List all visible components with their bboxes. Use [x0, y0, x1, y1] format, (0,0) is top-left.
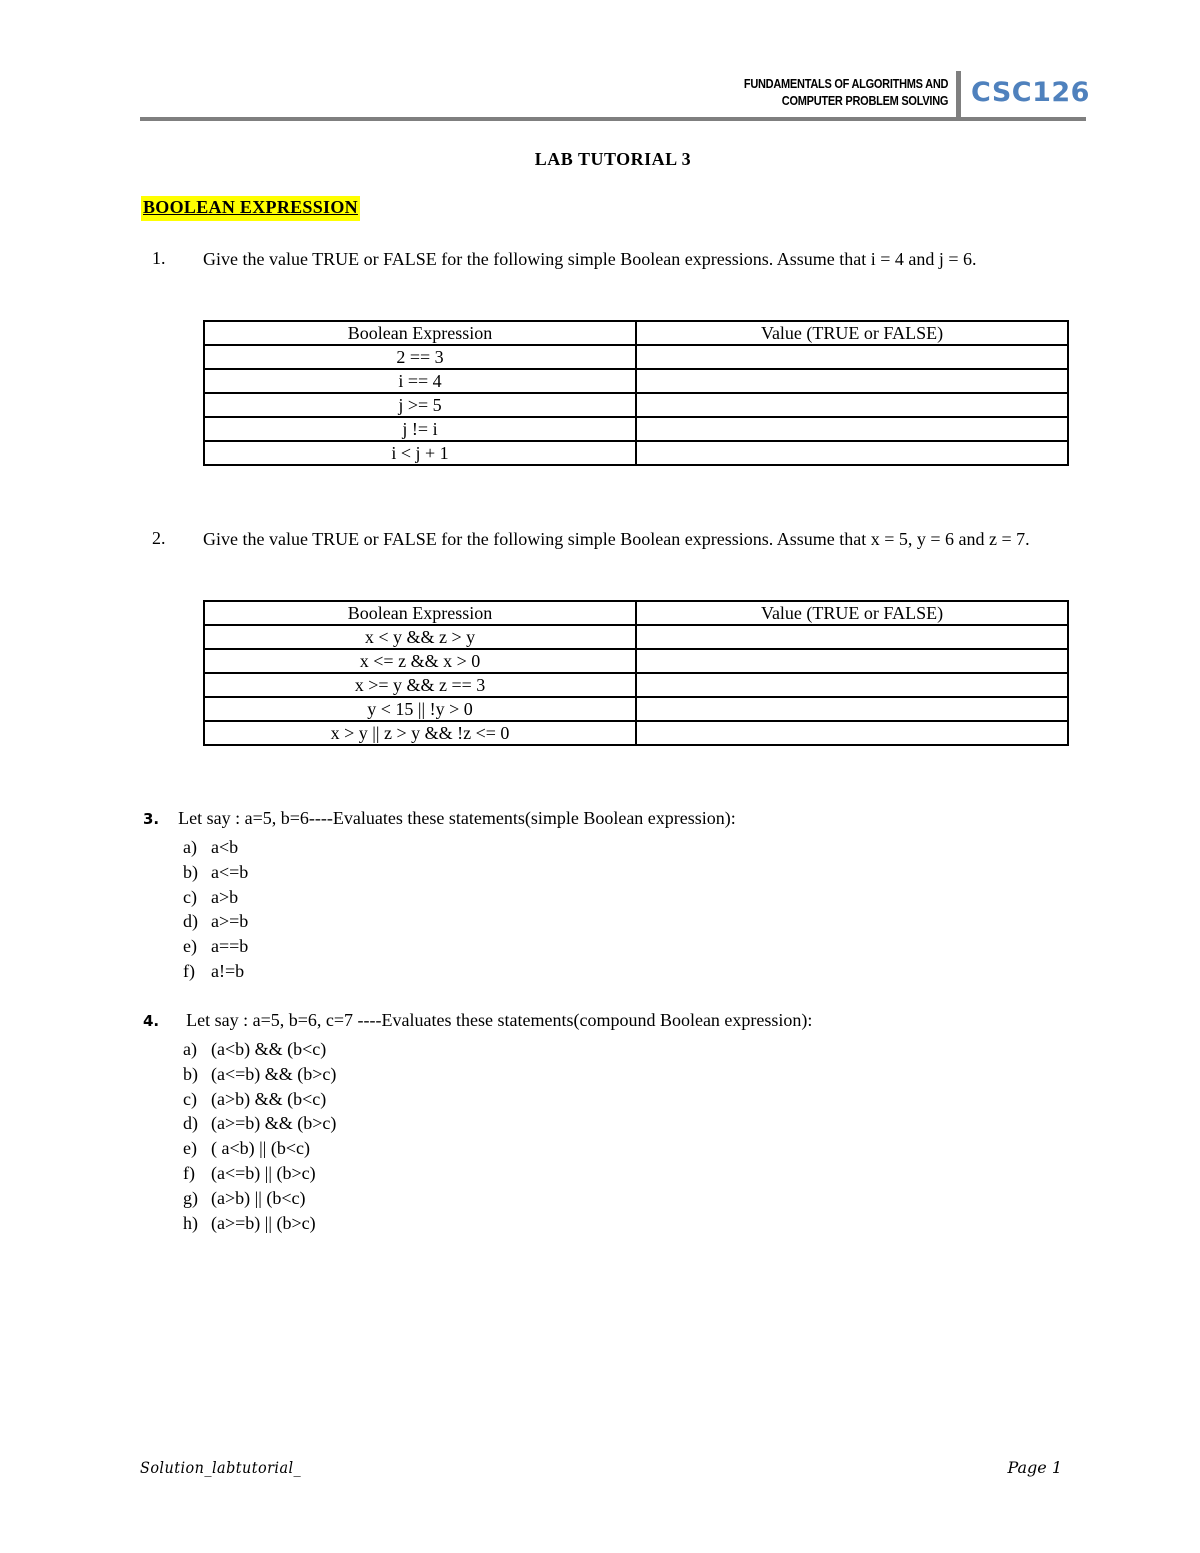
item-letter: g) [183, 1187, 198, 1208]
item-letter: d) [183, 911, 198, 932]
list-item [183, 1211, 336, 1236]
table-row [204, 649, 1068, 673]
course-code: CSC126 [971, 77, 1090, 108]
item-expression: (a<b) && (b<c) [211, 1039, 327, 1059]
header-rule [140, 117, 1086, 121]
q4-number: 4. [143, 1012, 160, 1030]
item-expression: a>=b [211, 911, 249, 932]
list-item [183, 1136, 336, 1161]
list-item [183, 1062, 336, 1087]
item-expression: a>b [211, 886, 239, 907]
answer-cell[interactable] [636, 697, 1068, 721]
table-row [204, 673, 1068, 697]
item-letter: e) [183, 1138, 197, 1159]
table-row [204, 345, 1068, 369]
q2-table [203, 600, 1069, 746]
expression-cell: x < y && z > y [204, 625, 636, 649]
table-row [204, 393, 1068, 417]
answer-cell[interactable] [636, 393, 1068, 417]
item-letter: d) [183, 1113, 198, 1134]
course-title-line1: FUNDAMENTALS OF ALGORITHMS AND [743, 77, 948, 91]
table-header-row [204, 321, 1068, 345]
q2-text: Give the value TRUE or FALSE for the following simple Boolean expressions. Assume that x = 5, y = 6 and z = 7. [203, 529, 1030, 549]
table-header-expression: Boolean Expression [204, 321, 636, 345]
q2-number: 2. [152, 528, 166, 548]
list-item [183, 885, 248, 910]
answer-cell[interactable] [636, 721, 1068, 745]
q3-list [183, 835, 248, 984]
item-expression: a<=b [211, 861, 249, 882]
q1-number: 1. [152, 248, 166, 268]
expression-cell: y < 15 || !y > 0 [204, 697, 636, 721]
expression-cell: x >= y && z == 3 [204, 673, 636, 697]
footer-page-number: Page 1 [1007, 1458, 1062, 1477]
item-expression: a<b [211, 837, 239, 857]
header-divider [956, 71, 961, 118]
list-item [183, 860, 248, 885]
q3-heading [143, 808, 736, 829]
course-title [744, 76, 948, 110]
q1-table [203, 320, 1069, 466]
answer-cell[interactable] [636, 441, 1068, 465]
section-heading: BOOLEAN EXPRESSION [141, 196, 360, 221]
q1-text: Give the value TRUE or FALSE for the following simple Boolean expressions. Assume that i = 4 and j = 6. [203, 249, 977, 269]
list-item [183, 1161, 336, 1186]
item-expression: ( a<b) || (b<c) [211, 1138, 310, 1159]
list-item [183, 835, 248, 860]
answer-cell[interactable] [636, 369, 1068, 393]
item-letter: c) [183, 886, 197, 907]
table-row [204, 417, 1068, 441]
item-expression: a!=b [211, 960, 245, 981]
answer-cell[interactable] [636, 649, 1068, 673]
answer-cell[interactable] [636, 345, 1068, 369]
answer-cell[interactable] [636, 625, 1068, 649]
item-letter: b) [183, 1063, 198, 1084]
answer-cell[interactable] [636, 417, 1068, 441]
item-expression: (a>b) || (b<c) [211, 1187, 306, 1208]
q4-heading [143, 1010, 812, 1031]
item-letter: f) [183, 1162, 195, 1183]
answer-cell[interactable] [636, 673, 1068, 697]
table-row [204, 369, 1068, 393]
item-letter: b) [183, 861, 198, 882]
course-title-line2: COMPUTER PROBLEM SOLVING [781, 94, 948, 108]
table-row [204, 721, 1068, 745]
item-letter: a) [183, 1039, 197, 1059]
item-letter: c) [183, 1088, 197, 1109]
item-letter: f) [183, 960, 195, 981]
table-row [204, 625, 1068, 649]
table-row [204, 441, 1068, 465]
list-item [183, 1087, 336, 1112]
table-header-expression: Boolean Expression [204, 601, 636, 625]
list-item [183, 934, 248, 959]
item-expression: (a>b) && (b<c) [211, 1088, 327, 1109]
expression-cell: x <= z && x > 0 [204, 649, 636, 673]
expression-cell: x > y || z > y && !z <= 0 [204, 721, 636, 745]
item-expression: (a>=b) || (b>c) [211, 1212, 316, 1233]
item-expression: (a>=b) && (b>c) [211, 1113, 337, 1134]
item-expression: a==b [211, 936, 249, 957]
list-item [183, 909, 248, 934]
list-item [183, 1111, 336, 1136]
page-title: LAB TUTORIAL 3 [534, 149, 692, 169]
table-header-value: Value (TRUE or FALSE) [636, 321, 1068, 345]
table-header-row [204, 601, 1068, 625]
list-item [183, 1186, 336, 1211]
q3-number: 3. [143, 810, 160, 828]
footer-filename: Solution_labtutorial_ [140, 1458, 302, 1477]
expression-cell: i == 4 [204, 369, 636, 393]
item-letter: h) [183, 1212, 198, 1233]
item-expression: (a<=b) && (b>c) [211, 1063, 337, 1084]
item-letter: e) [183, 936, 197, 957]
expression-cell: j >= 5 [204, 393, 636, 417]
item-expression: (a<=b) || (b>c) [211, 1162, 316, 1183]
expression-cell: 2 == 3 [204, 345, 636, 369]
expression-cell: i < j + 1 [204, 441, 636, 465]
table-header-value: Value (TRUE or FALSE) [636, 601, 1068, 625]
expression-cell: j != i [204, 417, 636, 441]
item-letter: a) [183, 837, 197, 857]
q3-text: Let say : a=5, b=6----Evaluates these statements(simple Boolean expression): [178, 808, 736, 828]
q4-list [183, 1037, 336, 1235]
list-item [183, 959, 248, 984]
list-item [183, 1037, 336, 1062]
q4-text: Let say : a=5, b=6, c=7 ----Evaluates these statements(compound Boolean expression): [186, 1010, 813, 1030]
table-row [204, 697, 1068, 721]
